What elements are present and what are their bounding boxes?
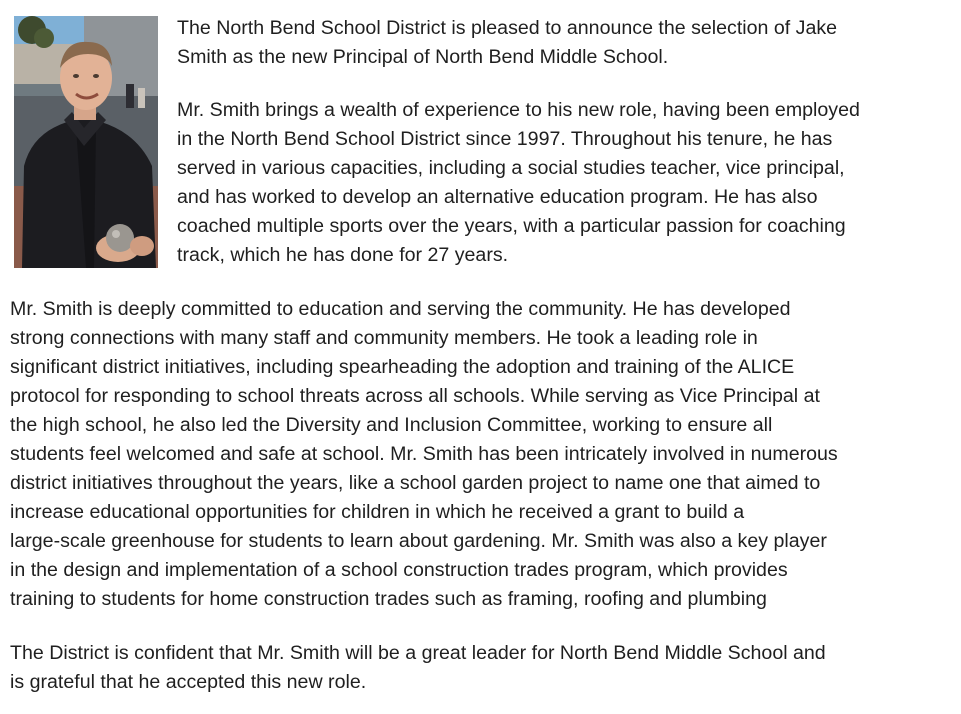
text-line: track, which he has done for 27 years. <box>177 244 509 266</box>
closing-paragraph <box>10 639 826 697</box>
text-line: The North Bend School District is pleased to announce the selection of Jake <box>177 17 838 39</box>
text-line: The District is confident that Mr. Smith will be a great leader for North Bend Middle School and <box>10 642 826 664</box>
principal-photo <box>14 16 158 268</box>
text-line: significant district initiatives, including spearheading the adoption and training of the ALICE <box>10 356 795 378</box>
text-line: training to students for home construction trades such as framing, roofing and plumbing <box>10 588 767 610</box>
text-line: Mr. Smith brings a wealth of experience to his new role, having been employed <box>177 99 860 121</box>
text-line: in the design and implementation of a school construction trades program, which provides <box>10 559 788 581</box>
text-line: district initiatives throughout the years, like a school garden project to name one that aimed to <box>10 472 821 494</box>
intro-paragraph <box>177 14 837 72</box>
text-line: protocol for responding to school threats across all schools. While serving as Vice Principal at <box>10 385 820 407</box>
text-line: is grateful that he accepted this new role. <box>10 671 367 693</box>
text-line: Smith as the new Principal of North Bend Middle School. <box>177 46 669 68</box>
text-line: coached multiple sports over the years, with a particular passion for coaching <box>177 215 846 237</box>
text-line: increase educational opportunities for children in which he received a grant to build a <box>10 501 745 523</box>
text-line: in the North Bend School District since 1997. Throughout his tenure, he has <box>177 128 833 150</box>
commitment-paragraph <box>10 295 838 614</box>
text-line: Mr. Smith is deeply committed to education and serving the community. He has developed <box>10 298 791 320</box>
text-line: the high school, he also led the Diversity and Inclusion Committee, working to ensure all <box>10 414 773 436</box>
experience-paragraph <box>177 96 860 270</box>
portrait-photo-icon <box>14 16 158 268</box>
text-line: strong connections with many staff and community members. He took a leading role in <box>10 327 758 349</box>
text-line: students feel welcomed and safe at school. Mr. Smith has been intricately involved in numerous <box>10 443 838 465</box>
text-line: large-scale greenhouse for students to learn about gardening. Mr. Smith was also a key player <box>10 530 827 552</box>
text-line: and has worked to develop an alternative education program. He has also <box>177 186 818 208</box>
text-line: served in various capacities, including a social studies teacher, vice principal, <box>177 157 845 179</box>
